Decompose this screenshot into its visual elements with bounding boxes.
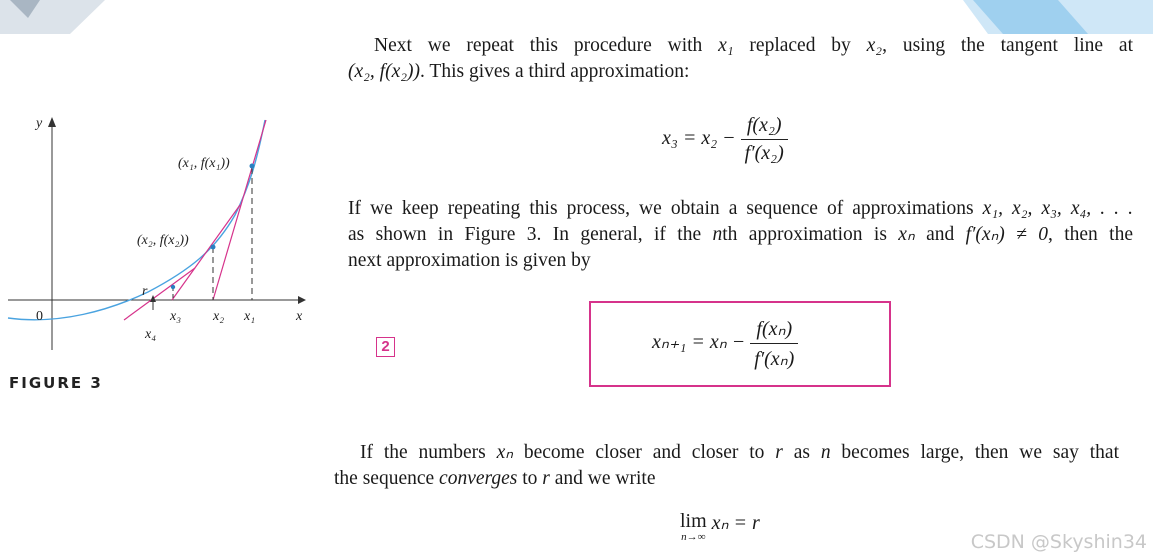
label-pt1: (x₁, f(x₁)) [178,156,230,171]
figure-3-graph [0,40,325,405]
point-x2 [211,245,216,250]
figure-caption: FIGURE 3 [9,374,103,392]
label-r: r [142,284,148,299]
point-x3 [171,285,175,289]
corner-decoration-left [0,0,110,34]
label-pt2: (x₂, f(x₂)) [137,233,189,248]
label-y: y [36,116,43,131]
label-x2: x₂ [213,309,225,324]
paragraph-sequence-of-approximations: If we keep repeating this process, we obtain a sequence of approximations x₁, x₂, x₃, x₄, . . . as shown in Figure 3. In general, if the nth approximation is xₙ and f′(xₙ) ≠ 0, then the next approximation is given by [348,198,1133,271]
paragraph-convergence: If the numbers xₙ become closer and closer to r as n becomes large, then we say that the sequence converges to r and we write [334,442,1119,489]
label-origin: 0 [36,309,43,324]
label-x: x [296,309,303,324]
watermark: CSDN @Skyshin34 [970,531,1147,553]
label-x4: x₄ [145,327,157,342]
corner-decoration-right [963,0,1153,34]
label-x3: x₃ [170,309,182,324]
paragraph-repeat-procedure: Next we repeat this procedure with x₁ replaced by x₂, using the tangent line at (x₂, f(x₂)). This gives a third approximation: [348,35,1133,82]
equation-third-approximation: x₃ = x₂ − $\frac{\text{f(x₂)}}{\text{f′(x₂)}}$ [662,114,788,165]
equation-number: 2 [376,337,395,357]
equation-newton-formula: xₙ₊₁ = xₙ − $\frac{\text{f(xₙ)}}{\text{f′(xₙ)}}$ [652,316,798,371]
equation-limit: lim n→∞ xₙ = r [680,510,760,543]
point-x1 [250,164,255,169]
label-x1: x₁ [244,309,256,324]
